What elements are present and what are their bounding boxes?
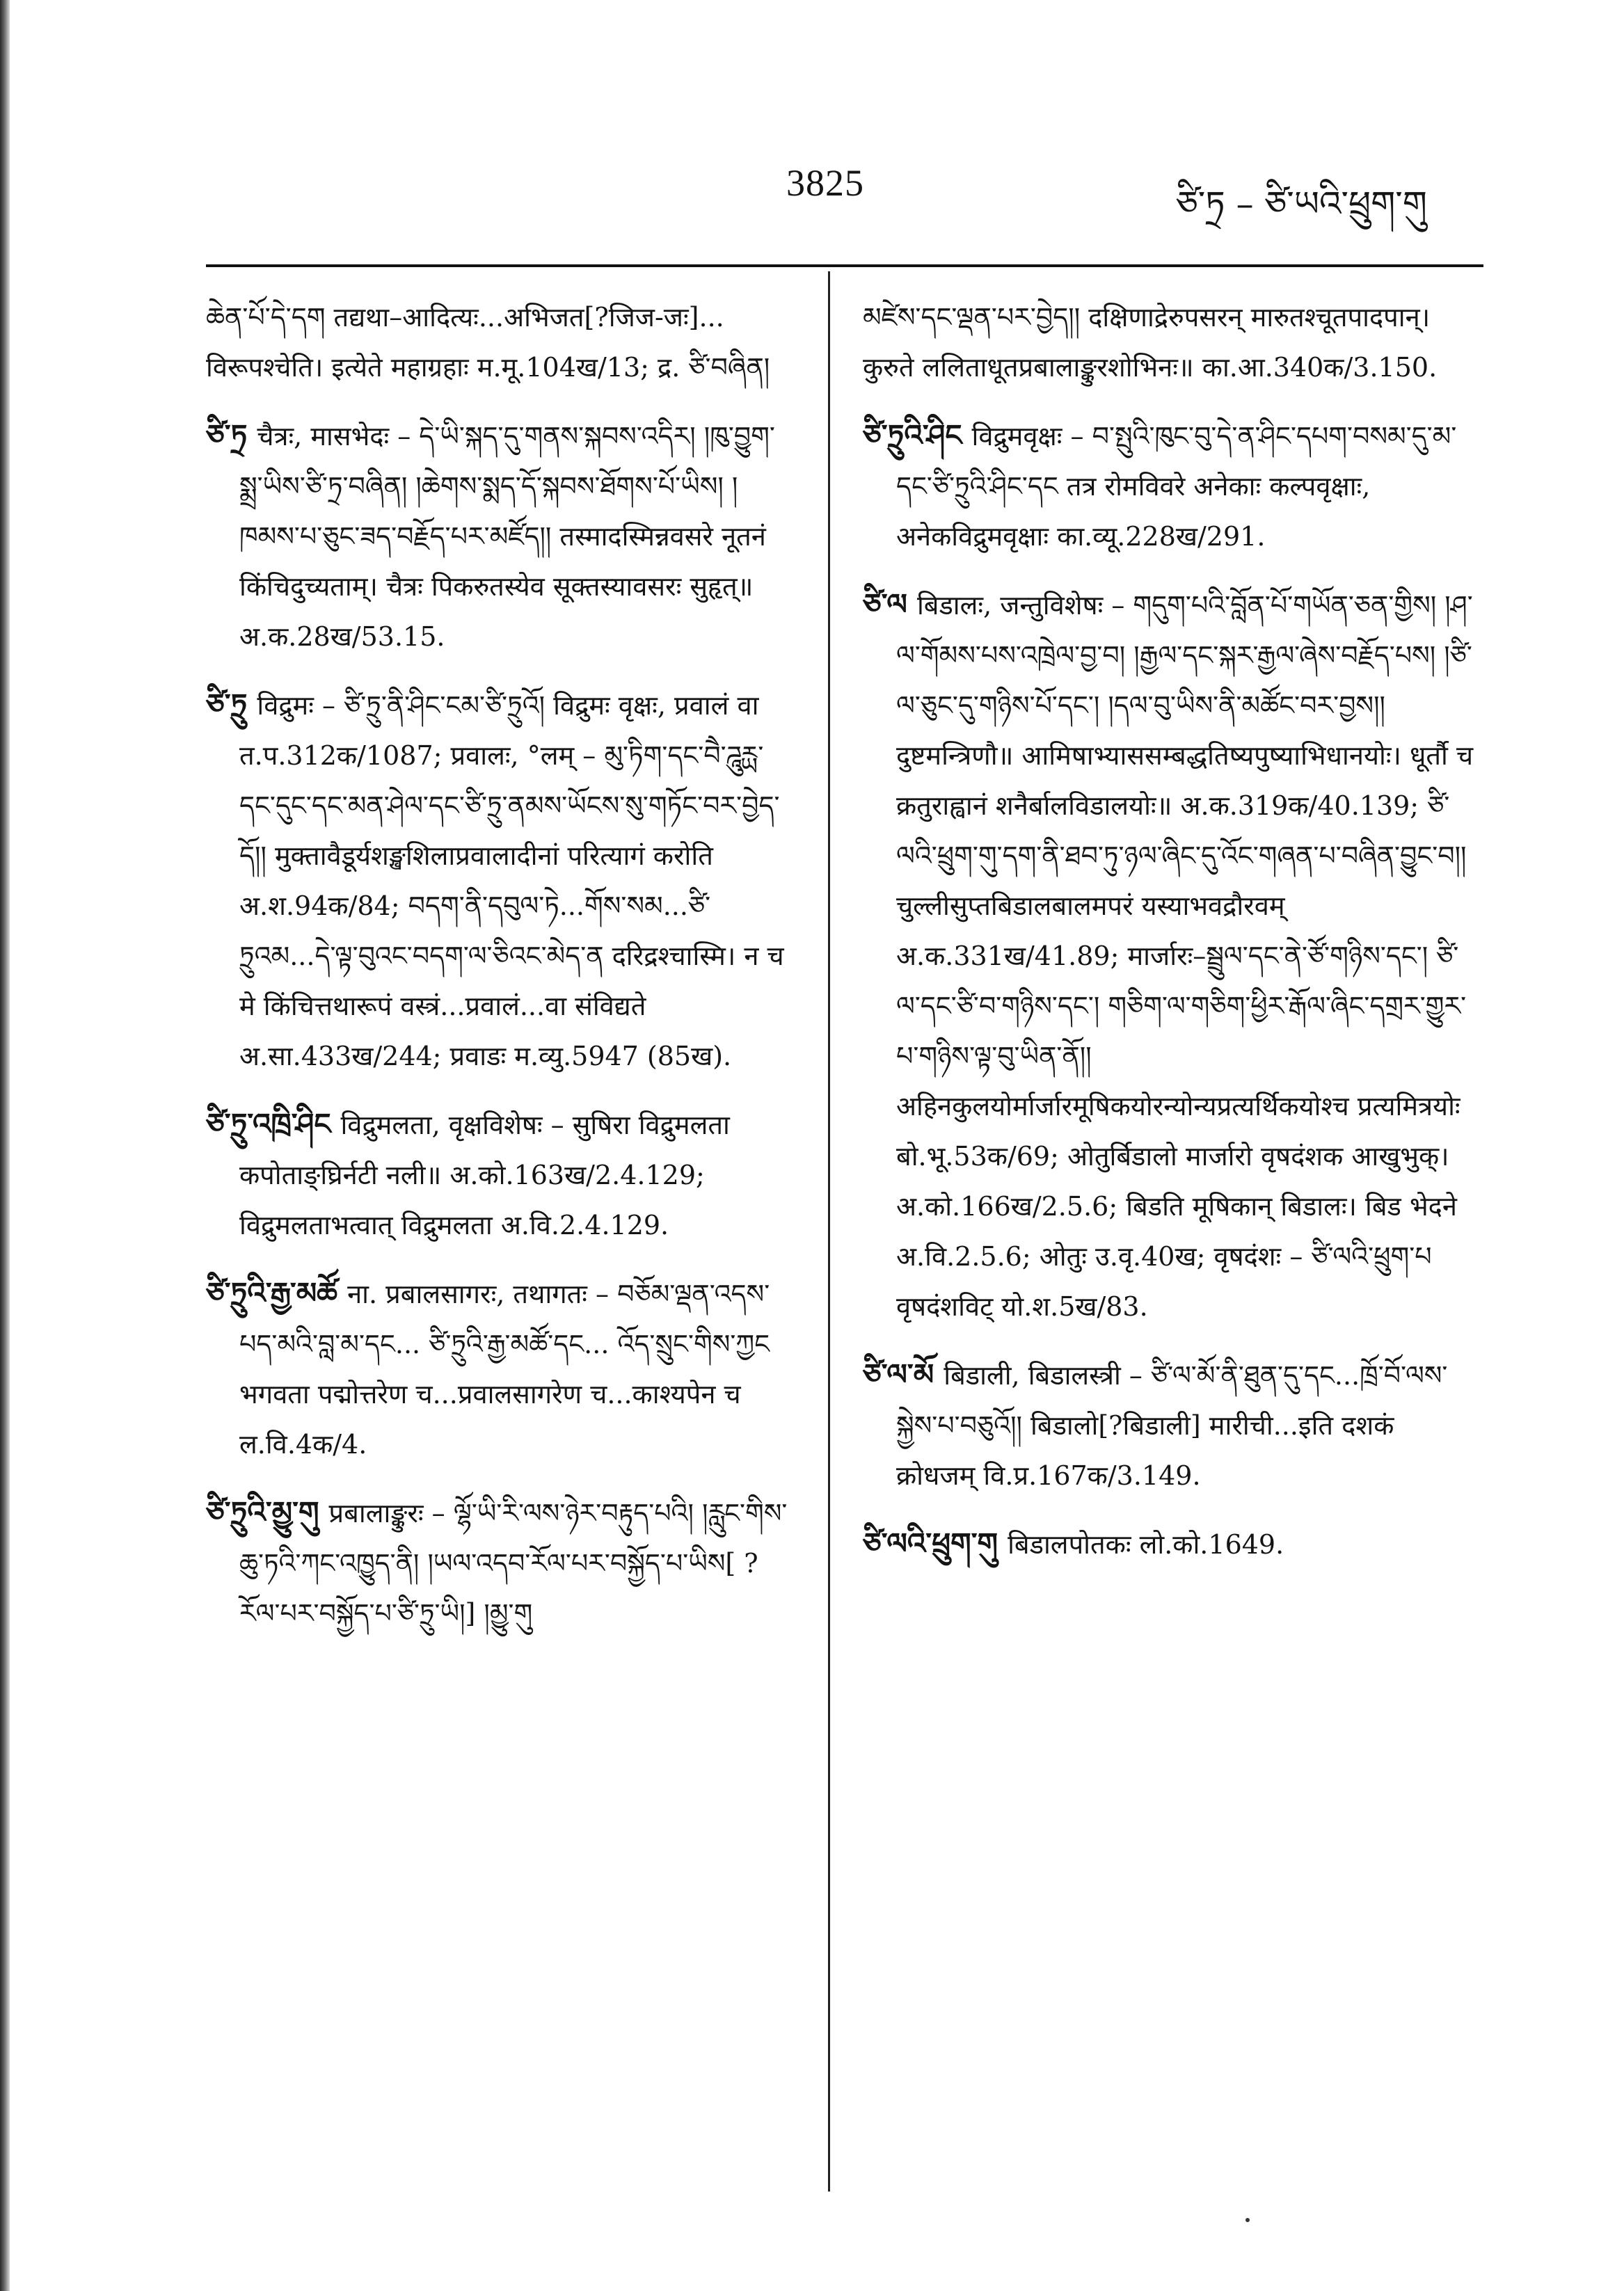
dictionary-entry	[863, 1519, 1475, 1570]
entry-headword: ཙི་ཏྲུ	[206, 687, 248, 721]
entry-headword: ཙི་ཏྲུའི་མྱུ་གུ	[206, 1495, 319, 1529]
entry-body: बिडालः, जन्तुविशेषः – གདུག་པའི་བློན་པོ་གཡོན་ཅན་གྱིས། །ཤ་ལ་གོམས་པས་འཁྲེལ་བྱ་བ། །རྒྱལ་དང་སྐར་རྒྱལ་ཞེས་བརྗོད་པས། །ཙི་ལ་ཅུང་དུ་གཉིས་པོ་དང་། །དལ་བུ་ཡིས་ནི་མཚོང་བར་བྱས།། दुष्टमन्त्रिणौ॥ आमिषाभ्याससम्बद्धतिष्यपुष्याभिधानयोः। धूर्तौ च क्रतुराह्वानं शनैर्बालविडालयोः॥ अ.क.319क/40.139; ཙི་ལའི་ཕྲུག་གུ་དག་ནི་ཐབ་ཏུ་ཉལ་ཞིང་དུ་འོང་གཞན་པ་བཞིན་བྱུང་བ།། चुल्लीसुप्तबिडालबालमपरं यस्याभवद्रौरवम् अ.क.331ख/41.89; मार्जारः–སྦྲུལ་དང་ནེ་ཙོ་གཉིས་དང་། ཙི་ལ་དང་ཙི་བ་གཉིས་དང་། གཅིག་ལ་གཅིག་ཕྱིར་རྒོལ་ཞིང་དགྲར་གྱུར་པ་གཉིས་ལྟ་བུ་ཡིན་ནོ།། अहिनकुलयोर्मार्जारमूषिकयोरन्योन्यप्रत्यर्थिकयोश्च प्रत्यमित्रयोः बो.भू.53क/69; ओतुर्बिडालो मार्जारो वृषदंशक आखुभुक्। अ.को.166ख/2.5.6; बिडति मूषिकान् बिडालः। बिड भेदने अ.वि.2.5.6; ओतुः उ.वृ.40ख; वृषदंशः – ཙི་ལའི་ཕྲུག་པ वृषदंशविट् यो.श.5ख/83.	[896, 590, 1474, 1322]
dictionary-entry	[863, 410, 1475, 561]
entry-body: विद्रुमः – ཙི་ཏྲུ་ནི་ཤིང་ངམ་ཙི་ཏྲུའོ། विद्रुमः वृक्षः, प्रवालं वा त.प.312क/1087; प्रवालः, °लम् – མུ་ཏིག་དང་བཻ་ཌཱུརྻ་དང་དུང་དང་མན་ཤེལ་དང་ཙི་ཏྲུ་ནམས་ཡོངས་སུ་གཏོང་བར་བྱེད་དོ།། मुक्तावैडूर्यशङ्खशिलाप्रवालादीनां परित्यागं करोति अ.श.94क/84; བདག་ནི་དབུལ་ཏེ...གོས་སམ...ཙི་ཏྲུའམ...དེ་ལྟ་བུའང་བདག་ལ་ཅིའང་མེད་ན दरिद्रश्चास्मि। न च मे किंचित्तथारूपं वस्त्रं...प्रवालं...वा संविद्यते अ.सा.433ख/244; प्रवाडः म.व्यु.5947 (85ख).	[239, 690, 784, 1071]
dictionary-entry	[206, 680, 796, 1081]
entry-body: ना. प्रबालसागरः, तथागतः – བཅོམ་ལྡན་འདས་པད་མའི་བླ་མ་དང... ཙི་ཏྲུའི་རྒྱ་མཚོ་དང... འོད་སྲུང་གིས་ཀྱང भगवता पद्मोत्तरेण च...प्रवालसागरेण च...काश्यपेन च ल.वि.4क/4.	[239, 1279, 770, 1460]
book-spine-edge	[0, 0, 10, 2291]
entry-body: बिडालपोतकः लो.को.1649.	[1008, 1529, 1284, 1560]
entry-body: विद्रुमवृक्षः – བ་སྤུའི་ཁུང་བུ་དེ་ན་ཤིང་དཔག་བསམ་དུ་མ་དང་ཙི་ཏྲུའི་ཤིང་དང तत्र रोमविवरे अनेकाः कल्पवृक्षाः, अनेकविद्रुमवृक्षाः का.व्यू.228ख/291.	[896, 421, 1457, 552]
print-speck	[1245, 2218, 1250, 2222]
dictionary-entry	[206, 1487, 796, 1638]
entry-headword: ཙི་ཏྲུའི་རྒྱ་མཚོ	[206, 1276, 338, 1310]
entry-body: प्रबालाङ्कुरः – ལྷོ་ཡི་རི་ལས་ཉེར་བརྟུད་པའི། །རླུང་གིས་ཆུ་ཏའི་ཀང་འཁྱུད་ནི། །ཡལ་འདབ་རོལ་པར་བསྐྱོད་པ་ཡིས[ ? རོལ་པར་བསྐྱོད་པ་ཙི་ཏྲུ་ཡི།] །མྱུ་གུ	[239, 1498, 788, 1629]
entry-headword: ཙི་ཏྲུའི་ཤིང	[863, 418, 962, 452]
entry-body: चैत्रः, मासभेदः – དེ་ཡི་སྐད་དུ་གནས་སྐབས་འདིར། །ཁུ་བྱུག་སྨྲ་ཡིས་ཙི་ཏྲ་བཞིན། །ཆེགས་སྨད་དོ་སྐབས་ཐོགས་པོ་ཡིས། །ཁམས་པ་ཅུང་ཟད་བརྗོད་པར་མཛོད།། तस्मादस्मिन्नवसरे नूतनं किंचिदुच्यताम्। चैत्रः पिकरुतस्येव सूक्तस्यावसरः सुहृत्॥ अ.क.28ख/53.15.	[239, 421, 775, 652]
header-rule	[206, 264, 1483, 267]
dictionary-entry	[206, 1099, 796, 1250]
page-number: 3825	[786, 162, 864, 204]
dictionary-entry	[863, 1350, 1475, 1501]
entry-headword: ཙི་ཏྲུ་འཁྲི་ཤིང	[206, 1107, 331, 1141]
entry-headword: ཙི་ལ་མོ	[863, 1357, 934, 1391]
entry-headword: ཙི་ལའི་ཕྲུག་གུ	[863, 1526, 998, 1560]
entry-continuation: མཛེས་དང་ལྡན་པར་བྱེད།། दक्षिणाद्रेरुपसरन् मारुतश्चूतपादपान्। कुरुते ललिताधूतप्रबालाङ्कुरशोभिनः॥ का.आ.340क/3.150.	[863, 302, 1438, 383]
entry-headword: ཙི་ཏྲ	[206, 418, 248, 452]
running-head: ཙི་ཏྲ – ཙི་ཡའི་ཕྲུག་གུ	[1176, 184, 1427, 224]
dictionary-entry	[206, 1268, 796, 1469]
right-column	[863, 292, 1475, 1588]
entry-continuation: ཆེན་པོ་དེ་དག तद्यथा–आदित्यः...अभिजत[?जिज-जः]... विरूपश्चेति। इत्येते महाग्रहाः म.मू.104ख/13; द्र. ཙི་བཞིན།	[206, 302, 770, 383]
entry-body: बिडाली, बिडालस्त्री – ཙི་ལ་མོ་ནི་ཐུན་དུ་དང...ཁྲོ་བོ་ལས་སྐྱེས་པ་བཅུའོ།། बिडालो[?बिडाली] मारीची...इति दशकं क्रोधजम् वि.प्र.167क/3.149.	[896, 1360, 1448, 1491]
dictionary-entry	[863, 580, 1475, 1332]
column-divider	[828, 271, 830, 2192]
left-column	[206, 292, 796, 1657]
entry-body: विद्रुमलता, वृक्षविशेषः – सुषिरा विद्रुमलता कपोताङ्घ्रिर्नटी नली॥ अ.को.163ख/2.4.129; विद्रुमलताभत्वात् विद्रुमलता अ.वि.2.4.129.	[239, 1110, 730, 1240]
entry-headword: ཙི་ལ	[863, 587, 907, 621]
dictionary-entry	[206, 410, 796, 662]
